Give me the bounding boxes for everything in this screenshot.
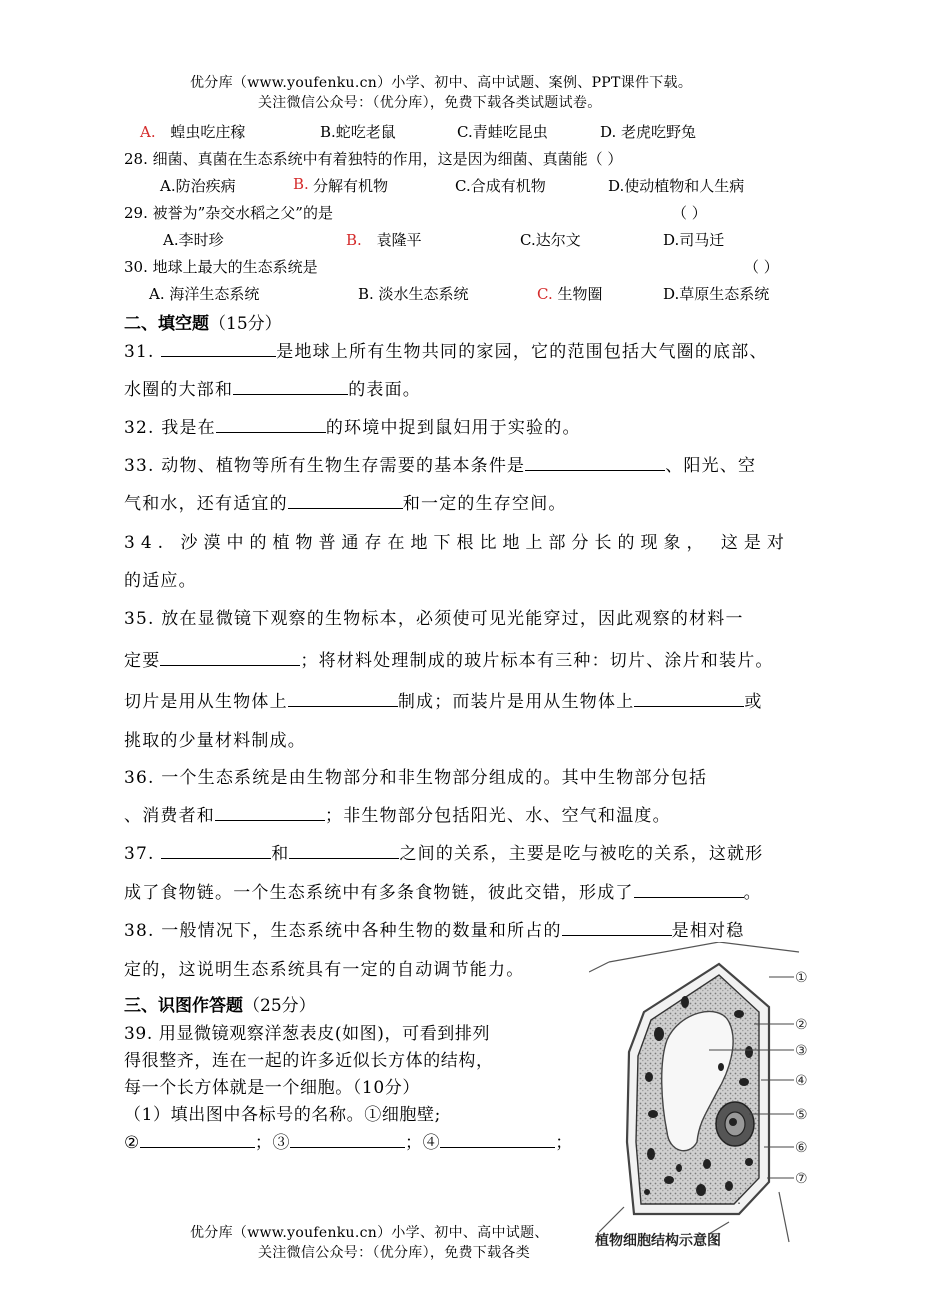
header-line-1: 优分库（www.youfenku.cn）小学、初中、高中试题、案例、PPT课件下载。	[190, 75, 693, 91]
figure-label-7: ⑦	[795, 1171, 808, 1187]
q36-text-3: ；非生物部分包括阳光、水、空气和温度。	[325, 806, 671, 826]
q30-option-c	[537, 283, 603, 304]
q31-number: 31.	[124, 342, 155, 362]
q37-text-2: 之间的关系，主要是吃与被吃的关系，这就形	[399, 844, 764, 864]
section-2-points: （15分）	[209, 314, 282, 334]
q33-text-1: 33. 动物、植物等所有生物生存需要的基本条件是	[124, 456, 526, 476]
q36-line-2	[124, 801, 671, 826]
q29-option-a: A.李时珍	[163, 231, 224, 249]
q37-line-2	[124, 878, 762, 903]
section-2-title	[124, 309, 282, 334]
q31-blank-2[interactable]	[233, 378, 348, 395]
q33-blank-2[interactable]	[288, 492, 403, 509]
plant-cell-diagram	[589, 942, 823, 1256]
section-3-points: （25分）	[243, 996, 316, 1016]
q39-sub-1: （1）填出图中各标号的名称。①细胞壁;	[124, 1105, 441, 1125]
q39-mark-3: ；③	[254, 1133, 291, 1153]
q32-line	[124, 413, 581, 438]
q30-stem: 30. 地球上最大的生态系统是	[124, 258, 318, 276]
q30-option-c-letter: C.	[537, 285, 553, 303]
q33-text-3: 气和水，还有适宜的	[124, 494, 288, 514]
q37-text-4: 。	[743, 883, 762, 903]
q37-text-1: 和	[271, 844, 290, 864]
figure-label-3: ③	[795, 1043, 808, 1059]
q39-blank-2[interactable]	[140, 1131, 255, 1148]
footer-line-1: 优分库（www.youfenku.cn）小学、初中、高中试题、	[190, 1225, 549, 1241]
figure-label-5: ⑤	[795, 1107, 808, 1123]
q29-stem: 29. 被誉为”杂交水稻之父”的是	[124, 204, 333, 222]
q27-options	[140, 121, 245, 142]
q38-line-2: 定的，这说明生态系统具有一定的自动调节能力。	[124, 960, 525, 980]
q35-text-6: 或	[744, 692, 763, 712]
q33-text-4: 和一定的生存空间。	[402, 494, 567, 514]
q28-stem: 28. 细菌、真菌在生态系统中有着独特的作用，这是因为细菌、真菌能（ ）	[124, 150, 623, 168]
q31-line-2	[124, 375, 421, 400]
q33-text-2: 、阳光、空	[665, 456, 757, 476]
q35-text-2: 定要	[124, 651, 161, 671]
q39-end: ；	[555, 1133, 573, 1153]
q27-option-d: D. 老虎吃野兔	[600, 123, 697, 141]
q37-text-3: 成了食物链。一个生态系统中有多条食物链，彼此交错，形成了	[124, 883, 634, 903]
figure-colon: :	[737, 1193, 742, 1207]
q32-text-1: 32. 我是在	[124, 418, 216, 438]
q31-text-1: 是地球上所有生物共同的家园，它的范围包括大气圈的底部、	[276, 342, 768, 362]
q27-option-b: B.蛇吃老鼠	[320, 123, 396, 141]
q39-mark-4: ；④	[405, 1133, 441, 1153]
q39-line-3: 每一个长方体就是一个细胞。（10分）	[124, 1078, 420, 1098]
q27-option-a-letter: A.	[140, 123, 156, 141]
q39-mark-2: ②	[124, 1133, 140, 1153]
q39-line-2: 得很整齐，连在一起的许多近似长方体的结构，	[124, 1051, 494, 1071]
q28-option-b	[293, 175, 309, 193]
q28-option-b-text: 分解有机物	[313, 177, 389, 195]
q32-blank[interactable]	[216, 416, 326, 433]
section-3-title	[124, 991, 316, 1016]
q30-option-c-text: 生物圈	[557, 285, 603, 303]
q33-line-2	[124, 489, 567, 514]
q35-line-1: 35. 放在显微镜下观察的生物标本，必须使可见光能穿过，因此观察的材料一	[124, 609, 744, 629]
q29-paren: （ ）	[672, 204, 707, 222]
q38-text-1: 38. 一般情况下，生态系统中各种生物的数量和所占的	[124, 921, 562, 941]
q29-option-d: D.司马迁	[663, 231, 725, 249]
q28-option-d: D.使动植物和人生病	[608, 177, 745, 195]
q35-blank-2[interactable]	[288, 690, 398, 707]
q37-blank-3[interactable]	[634, 881, 744, 898]
q27-option-c: C.青蛙吃昆虫	[457, 123, 548, 141]
figure-label-4: ④	[795, 1073, 808, 1089]
q37-blank-2[interactable]	[289, 842, 399, 859]
q35-text-3: ；将材料处理制成的玻片标本有三种：切片、涂片和装片。	[300, 651, 774, 671]
q28-option-c: C.合成有机物	[455, 177, 546, 195]
q38-line-1	[124, 916, 744, 941]
q39-blank-4[interactable]	[440, 1131, 555, 1148]
q36-line-1: 36. 一个生态系统是由生物部分和非生物部分组成的。其中生物部分包括	[124, 768, 708, 788]
q31-blank-1[interactable]	[161, 340, 276, 357]
q29-option-b	[346, 229, 422, 250]
figure-label-1: ①	[795, 970, 808, 986]
q34-line-2: 的适应。	[124, 571, 197, 591]
q35-text-4: 切片是用从生物体上	[124, 692, 288, 712]
q27-option-a: 蝗虫吃庄稼	[170, 123, 246, 141]
q30-option-d: D.草原生态系统	[663, 285, 770, 303]
q38-text-2: 是相对稳	[671, 921, 745, 941]
q29-option-c: C.达尔文	[520, 231, 581, 249]
q30-paren: （ ）	[744, 258, 779, 276]
figure-caption: 植物细胞结构示意图	[595, 1233, 721, 1249]
q31-line-1	[124, 337, 768, 362]
figure-label-2: ②	[795, 1017, 808, 1033]
q30-option-a: A. 海洋生态系统	[149, 285, 260, 303]
header-line-2: 关注微信公众号：（优分库），免费下载各类试题试卷。	[258, 95, 602, 111]
q28-option-a: A.防治疾病	[160, 177, 236, 195]
q35-line-2	[124, 646, 774, 671]
q35-line-4: 挑取的少量材料制成。	[124, 731, 306, 751]
q35-blank-1[interactable]	[160, 649, 300, 666]
q33-blank-1[interactable]	[525, 454, 665, 471]
q31-text-3: 的表面。	[348, 380, 422, 400]
section-3-title-text: 三、识图作答题	[124, 996, 243, 1016]
footer-line-2: 关注微信公众号：（优分库），免费下载各类	[258, 1245, 530, 1261]
q32-text-2: 的环境中捉到鼠妇用于实验的。	[325, 418, 581, 438]
q35-blank-3[interactable]	[634, 690, 744, 707]
q30-option-b: B. 淡水生态系统	[358, 285, 469, 303]
q31-text-2: 水圈的大部和	[124, 380, 234, 400]
q36-text-2: 、消费者和	[124, 806, 215, 826]
q37-blank-1[interactable]	[161, 842, 271, 859]
section-2-title-text: 二、填空题	[124, 314, 209, 334]
figure-label-6: ⑥	[795, 1140, 808, 1156]
q39-sub-1-blanks	[124, 1128, 573, 1153]
q37-line-1	[124, 839, 763, 864]
q29-option-b-text: 袁隆平	[376, 231, 422, 249]
q29-option-b-letter: B.	[346, 231, 362, 249]
q33-line-1	[124, 451, 756, 476]
q39-line-1: 39. 用显微镜观察洋葱表皮(如图)，可看到排列	[124, 1024, 491, 1044]
q36-blank[interactable]	[215, 804, 325, 821]
q28-option-b-letter: B.	[293, 175, 309, 193]
q34-line-1: 34. 沙漠中的植物普通存在地下根比地上部分长的现象， 这是对	[124, 533, 790, 553]
q35-line-3	[124, 687, 763, 712]
plant-cell-figure	[589, 942, 823, 1256]
q35-text-5: 制成；而装片是用从生物体上	[397, 692, 635, 712]
q39-blank-3[interactable]	[290, 1131, 405, 1148]
q37-number: 37.	[124, 844, 155, 864]
q38-blank[interactable]	[562, 919, 672, 936]
